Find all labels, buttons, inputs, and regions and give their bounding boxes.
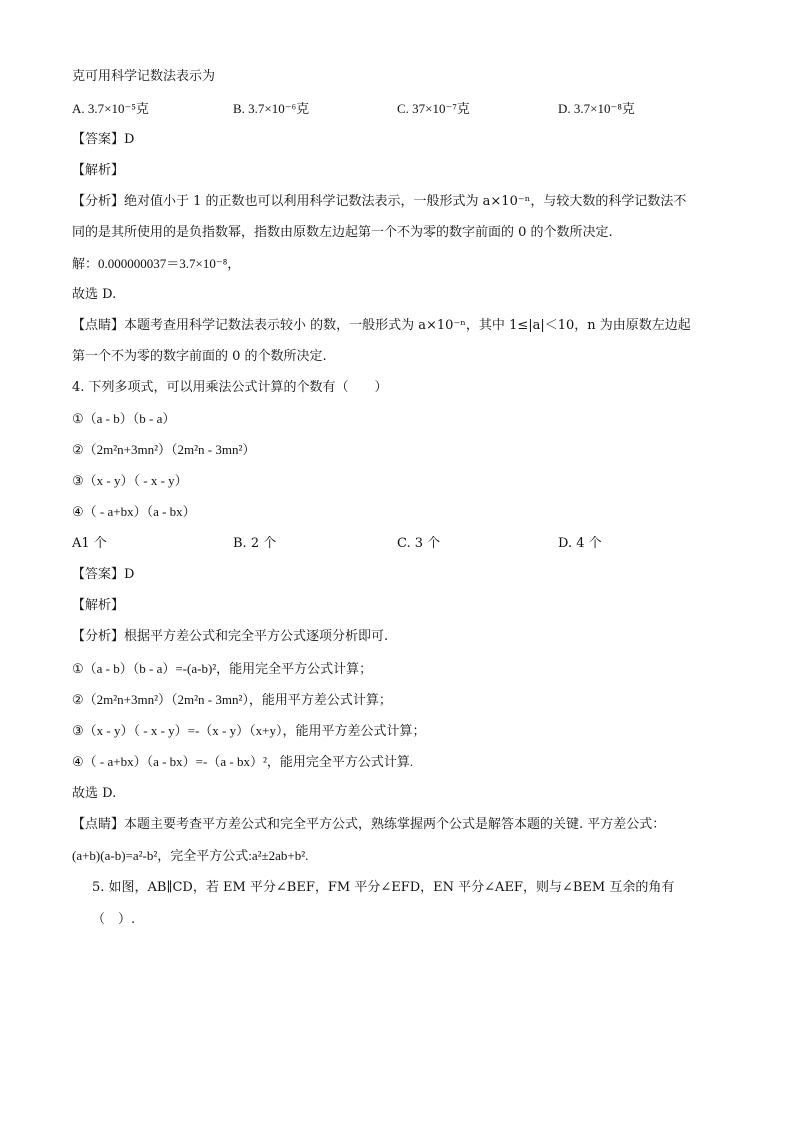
q4-analysis-header: 【解析】	[72, 598, 125, 613]
q4-choose: 故选 D.	[72, 786, 117, 801]
q4-step-2: ②（2m²n+3mn²）（2m²n - 3mn²），能用平方差公式计算；	[72, 692, 392, 707]
q3-option-a: A. 3.7×10⁻⁵克	[72, 101, 149, 116]
q3-fenxi-line-1: 【分析】绝对值小于 1 的正数也可以利用科学记数法表示，一般形式为 a×10⁻ⁿ，与较大数的科学记数法不	[72, 194, 687, 209]
q3-option-c: C. 37×10⁻⁷克	[397, 101, 470, 116]
q4-step-3: ③（x - y）（ - x - y）=-（x - y）（x+y），能用平方差公式计算；	[72, 723, 426, 738]
q4-stem: 4. 下列多项式，可以用乘法公式计算的个数有（ ）	[72, 380, 388, 395]
q4-step-4: ④（ - a+bx）（a - bx）=-（a - bx）²，能用完全平方公式计算.	[72, 754, 414, 769]
q4-dianjing-line-1: 【点睛】本题主要考查平方差公式和完全平方公式，熟练掌握两个公式是解答本题的关键. 平方差公式：	[72, 817, 666, 832]
q5-stem-blank: （ ）.	[92, 912, 136, 927]
q3-option-d: D. 3.7×10⁻⁸克	[558, 101, 635, 116]
q4-item-2: ②（2m²n+3mn²）（2m²n - 3mn²）	[72, 442, 256, 457]
q3-fenxi-line-2: 同的是其所使用的是负指数幂，指数由原数左边起第一个不为零的数字前面的 0 的个数所决定.	[72, 225, 613, 240]
q4-fenxi: 【分析】根据平方差公式和完全平方公式逐项分析即可.	[72, 629, 389, 644]
q3-analysis-header: 【解析】	[72, 163, 125, 178]
q4-item-3: ③（x - y）（ - x - y）	[72, 473, 188, 488]
q3-stem-tail: 克可用科学记数法表示为	[72, 69, 216, 84]
q4-option-d: D. 4 个	[558, 536, 602, 551]
q4-option-a: A1 个	[72, 536, 107, 551]
q3-choose: 故选 D.	[72, 287, 117, 302]
q4-option-c: C. 3 个	[397, 536, 441, 551]
q3-answer: 【答案】D	[72, 132, 135, 147]
q4-item-4: ④（ - a+bx）（a - bx）	[72, 504, 196, 519]
q4-step-1: ①（a - b）（b - a）=-(a-b)²，能用完全平方公式计算；	[72, 661, 373, 676]
q4-answer: 【答案】D	[72, 567, 135, 582]
q3-dianjing-line-1: 【点睛】本题考查用科学记数法表示较小 的数，一般形式为 a×10⁻ⁿ，其中 1≤|a|＜10，n 为由原数左边起	[72, 318, 691, 333]
q4-option-b: B. 2 个	[233, 536, 277, 551]
q4-item-1: ①（a - b）（b - a）	[72, 411, 176, 426]
q3-dianjing-line-2: 第一个不为零的数字前面的 0 的个数所决定.	[72, 349, 327, 364]
q4-dianjing-line-2: (a+b)(a-b)=a²-b²，完全平方公式:a²±2ab+b².	[72, 848, 309, 863]
q3-solution: 解：0.000000037＝3.7×10⁻⁸，	[72, 256, 241, 271]
q3-option-b: B. 3.7×10⁻⁶克	[233, 101, 310, 116]
q5-stem: 5. 如图，AB∥CD，若 EM 平分∠BEF，FM 平分∠EFD，EN 平分∠AEF，则与∠BEM 互余的角有	[92, 880, 675, 895]
